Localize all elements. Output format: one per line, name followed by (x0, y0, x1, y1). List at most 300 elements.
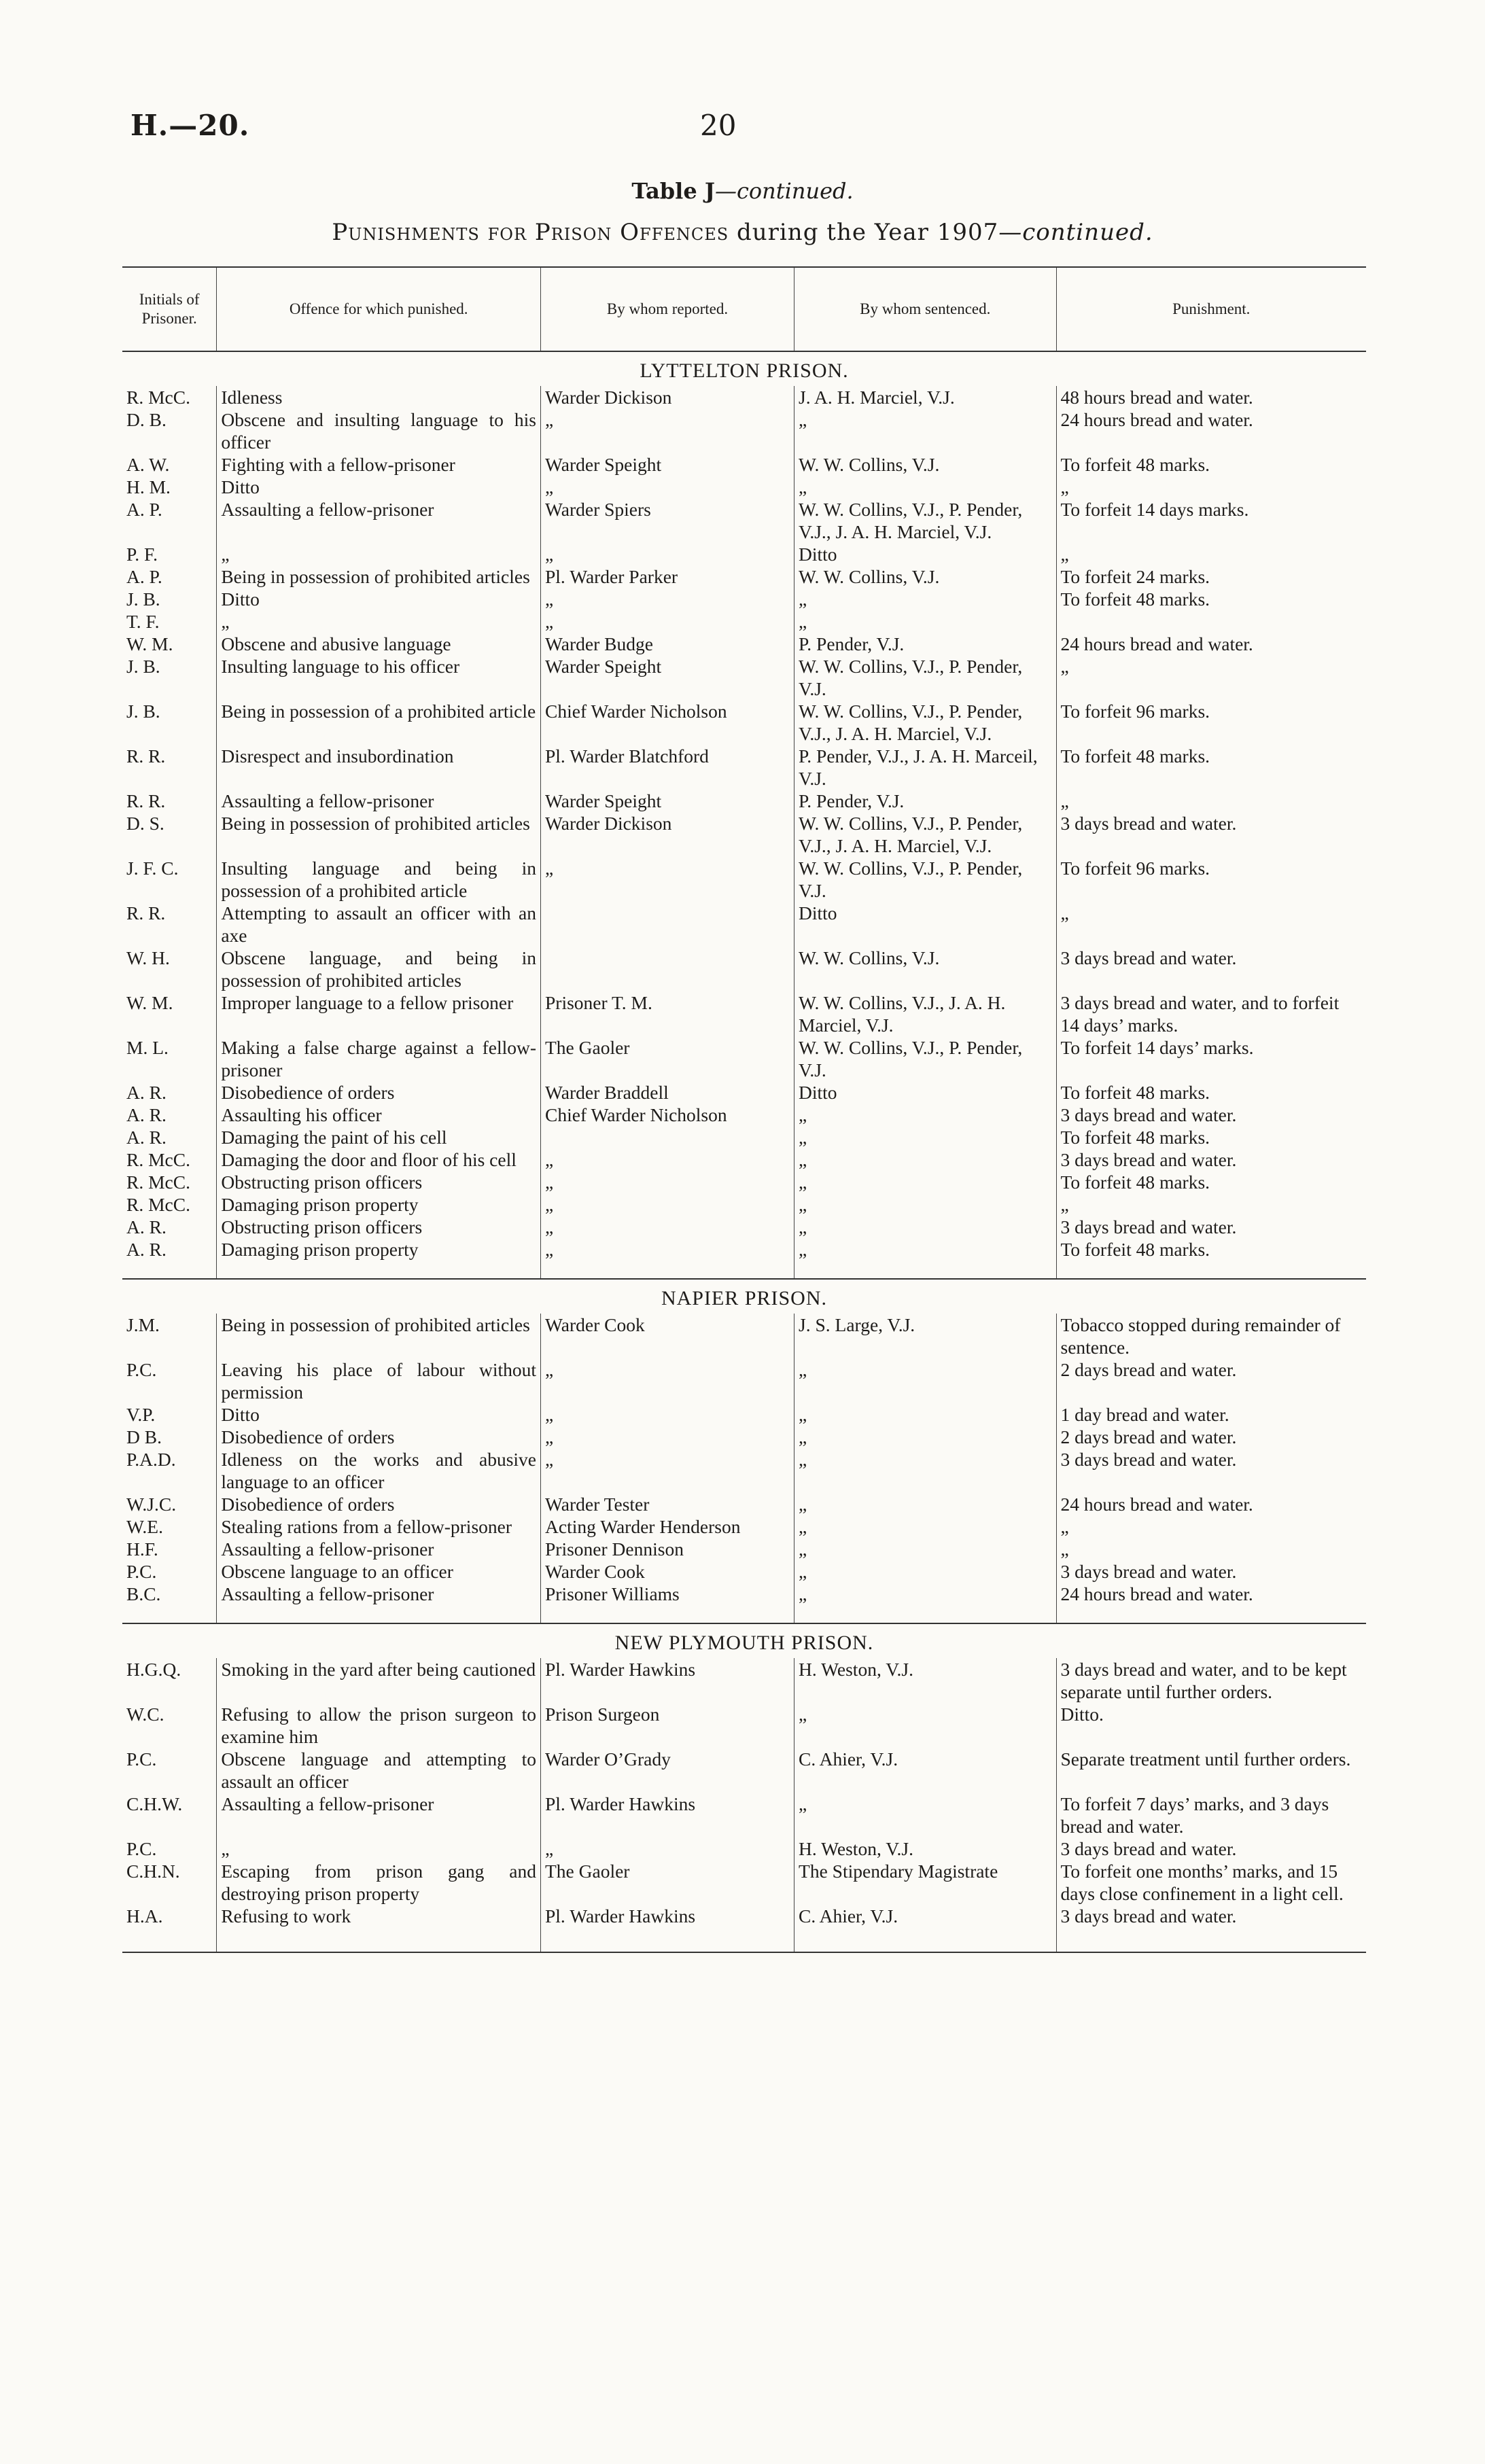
offence-cell: Leaving his place of labour without permission (217, 1358, 541, 1403)
sentenced-by-cell: W. W. Collins, V.J., P. Pender, V.J. (794, 857, 1056, 902)
table-row (122, 1403, 1366, 1426)
reported-by-cell: „ (541, 1448, 794, 1493)
punishment-cell: 48 hours bread and water. (1056, 386, 1366, 408)
sentenced-by-cell: W. W. Collins, V.J. (794, 565, 1056, 588)
reported-by-cell: Pl. Warder Hawkins (541, 1658, 794, 1703)
punishment-cell: 1 day bread and water. (1056, 1403, 1366, 1426)
sentenced-by-cell: J. S. Large, V.J. (794, 1314, 1056, 1358)
punishment-cell: 3 days bread and water, and to be kept separate until further orders. (1056, 1658, 1366, 1703)
punishment-cell: To forfeit 48 marks. (1056, 1081, 1366, 1104)
punishment-cell: Separate treatment until further orders. (1056, 1748, 1366, 1793)
divider-cell (794, 1927, 1056, 1952)
sentenced-by-cell: Ditto (794, 1081, 1056, 1104)
sentenced-by-cell: „ (794, 1126, 1056, 1148)
offence-cell: Ditto (217, 1403, 541, 1426)
column-header-row (122, 267, 1366, 351)
punishment-cell: To forfeit 24 marks. (1056, 565, 1366, 588)
punishment-cell: „ (1056, 790, 1366, 812)
table-row (122, 745, 1366, 790)
reported-by-cell: „ (541, 408, 794, 453)
reported-by-cell: Warder Budge (541, 633, 794, 655)
page-number: 20 (700, 109, 737, 142)
offence-cell: Assaulting a fellow-prisoner (217, 790, 541, 812)
punishment-cell: 24 hours bread and water. (1056, 408, 1366, 453)
punishment-cell: „ (1056, 1515, 1366, 1538)
initials-cell: D B. (126, 1426, 162, 1447)
table-row (122, 565, 1366, 588)
table-row (122, 543, 1366, 565)
table-row (122, 588, 1366, 610)
initials-cell: R. R. (126, 790, 166, 811)
offence-cell: Disobedience of orders (217, 1426, 541, 1448)
offence-cell: Assaulting a fellow-prisoner (217, 1538, 541, 1560)
subtitle-middle: during the Year 1907 (737, 219, 999, 246)
initials-cell: W.E. (126, 1516, 163, 1537)
col-header-reported: By whom reported. (541, 267, 794, 351)
reported-by-cell: Acting Warder Henderson (541, 1515, 794, 1538)
offence-cell: Assaulting a fellow-prisoner (217, 498, 541, 543)
initials-cell: H.A. (126, 1905, 163, 1926)
divider-cell (794, 1261, 1056, 1279)
initials-cell: A. R. (126, 1104, 167, 1125)
punishments-table (122, 266, 1366, 1953)
section-divider (122, 1605, 1366, 1623)
sentenced-by-cell: „ (794, 1493, 1056, 1515)
offence-cell: Obstructing prison officers (217, 1171, 541, 1193)
sentenced-by-cell: W. W. Collins, V.J., P. Pender, V.J., J. A. H. Marciel, V.J. (794, 812, 1056, 857)
offence-cell: Obscene and insulting language to his officer (217, 408, 541, 453)
punishment-cell: To forfeit 48 marks. (1056, 1126, 1366, 1148)
table-row (122, 1081, 1366, 1104)
sentenced-by-cell: W. W. Collins, V.J. (794, 453, 1056, 476)
table-subtitle (0, 219, 1485, 246)
punishment-cell: To forfeit 48 marks. (1056, 1238, 1366, 1261)
punishment-cell: To forfeit 7 days’ marks, and 3 days bread and water. (1056, 1793, 1366, 1837)
initials-cell: A. R. (126, 1127, 167, 1148)
offence-cell: Refusing to allow the prison surgeon to examine him (217, 1703, 541, 1748)
document-reference: H.—20. (130, 109, 250, 142)
punishment-cell: „ (1056, 476, 1366, 498)
offence-cell: Fighting with a fellow-prisoner (217, 453, 541, 476)
initials-cell: P. F. (126, 544, 158, 565)
offence-cell: Obscene and abusive language (217, 633, 541, 655)
table-row (122, 1358, 1366, 1403)
section-header-row (122, 1623, 1366, 1658)
sentenced-by-cell: P. Pender, V.J., J. A. H. Marceil, V.J. (794, 745, 1056, 790)
offence-cell: Making a false charge against a fellow-prisoner (217, 1036, 541, 1081)
table-row (122, 1216, 1366, 1238)
offence-cell: Idleness on the works and abusive language to an officer (217, 1448, 541, 1493)
initials-cell: R. McC. (126, 387, 190, 408)
sentenced-by-cell: „ (794, 1171, 1056, 1193)
initials-cell: P.C. (126, 1359, 157, 1380)
table-row (122, 857, 1366, 902)
sentenced-by-cell: „ (794, 1426, 1056, 1448)
punishment-cell: To forfeit 48 marks. (1056, 588, 1366, 610)
offence-cell: Being in possession of prohibited articles (217, 812, 541, 857)
subtitle-prefix: Punishments for Prison Offences (332, 219, 729, 246)
punishment-cell (1056, 610, 1366, 633)
reported-by-cell: „ (541, 610, 794, 633)
initials-cell: H. M. (126, 476, 171, 497)
punishment-cell: To forfeit 48 marks. (1056, 453, 1366, 476)
sentenced-by-cell: „ (794, 1515, 1056, 1538)
reported-by-cell: Pl. Warder Hawkins (541, 1905, 794, 1927)
offence-cell: Damaging the door and floor of his cell (217, 1148, 541, 1171)
divider-cell (1056, 1261, 1366, 1279)
table-row (122, 1036, 1366, 1081)
punishment-cell: 24 hours bread and water. (1056, 633, 1366, 655)
reported-by-cell: Warder Dickison (541, 812, 794, 857)
section-divider (122, 1927, 1366, 1952)
initials-cell: P.A.D. (126, 1449, 176, 1470)
initials-cell: P.C. (126, 1838, 157, 1859)
initials-cell: W.J.C. (126, 1494, 177, 1515)
sentenced-by-cell: W. W. Collins, V.J., P. Pender, V.J. (794, 655, 1056, 700)
offence-cell: Escaping from prison gang and destroying prison property (217, 1860, 541, 1905)
reported-by-cell: Prisoner Dennison (541, 1538, 794, 1560)
table-row (122, 1703, 1366, 1748)
reported-by-cell (541, 902, 794, 947)
reported-by-cell: „ (541, 1837, 794, 1860)
offence-cell: Disrespect and insubordination (217, 745, 541, 790)
table-row (122, 812, 1366, 857)
offence-cell: Disobedience of orders (217, 1081, 541, 1104)
initials-cell: P.C. (126, 1561, 157, 1582)
sentenced-by-cell: „ (794, 1358, 1056, 1403)
offence-cell: Assaulting a fellow-prisoner (217, 1793, 541, 1837)
table-row (122, 1658, 1366, 1703)
offence-cell: Improper language to a fellow prisoner (217, 991, 541, 1036)
punishment-cell: To forfeit 96 marks. (1056, 857, 1366, 902)
sentenced-by-cell: The Stipendary Magistrate (794, 1860, 1056, 1905)
table-row (122, 1493, 1366, 1515)
initials-cell: A. W. (126, 454, 170, 475)
divider-cell (1056, 1927, 1366, 1952)
table-row (122, 991, 1366, 1036)
offence-cell: „ (217, 543, 541, 565)
table-row (122, 790, 1366, 812)
reported-by-cell: „ (541, 476, 794, 498)
offence-cell: Being in possession of prohibited articles (217, 565, 541, 588)
reported-by-cell: „ (541, 1171, 794, 1193)
section-header-row (122, 1279, 1366, 1314)
punishment-cell: 3 days bread and water. (1056, 1448, 1366, 1493)
initials-cell: J.M. (126, 1314, 160, 1335)
punishment-cell: „ (1056, 1538, 1366, 1560)
reported-by-cell: „ (541, 1426, 794, 1448)
table-row (122, 633, 1366, 655)
divider-cell (217, 1927, 541, 1952)
table-row (122, 1905, 1366, 1927)
reported-by-cell: Warder Speight (541, 790, 794, 812)
table-row (122, 947, 1366, 991)
sentenced-by-cell: „ (794, 476, 1056, 498)
sentenced-by-cell: P. Pender, V.J. (794, 790, 1056, 812)
initials-cell: R. R. (126, 745, 166, 767)
table-row (122, 476, 1366, 498)
section-header-row (122, 351, 1366, 386)
sentenced-by-cell: „ (794, 1104, 1056, 1126)
sentenced-by-cell: W. W. Collins, V.J., J. A. H. Marciel, V.J. (794, 991, 1056, 1036)
initials-cell: A. R. (126, 1082, 167, 1103)
reported-by-cell: „ (541, 1403, 794, 1426)
initials-cell: J. F. C. (126, 858, 179, 879)
sentenced-by-cell: C. Ahier, V.J. (794, 1748, 1056, 1793)
reported-by-cell: „ (541, 1358, 794, 1403)
table-row (122, 1126, 1366, 1148)
sentenced-by-cell: P. Pender, V.J. (794, 633, 1056, 655)
table-row (122, 1448, 1366, 1493)
offence-cell: Attempting to assault an officer with an axe (217, 902, 541, 947)
reported-by-cell: „ (541, 857, 794, 902)
reported-by-cell (541, 947, 794, 991)
offence-cell: Insulting language and being in possession of a prohibited article (217, 857, 541, 902)
table-row (122, 453, 1366, 476)
table-label-suffix: —continued. (714, 178, 854, 204)
table-row (122, 1793, 1366, 1837)
reported-by-cell: „ (541, 1193, 794, 1216)
sentenced-by-cell: W. W. Collins, V.J., P. Pender, V.J., J. A. H. Marciel, V.J. (794, 700, 1056, 745)
reported-by-cell: Pl. Warder Parker (541, 565, 794, 588)
initials-cell: W. M. (126, 992, 173, 1013)
initials-cell: J. B. (126, 701, 160, 722)
section-title: NAPIER PRISON. (661, 1287, 828, 1309)
divider-cell (217, 1605, 541, 1623)
table-row (122, 700, 1366, 745)
punishment-cell: Ditto. (1056, 1703, 1366, 1748)
table-row (122, 1426, 1366, 1448)
offence-cell: Obscene language to an officer (217, 1560, 541, 1583)
initials-cell: J. B. (126, 656, 160, 677)
table-row (122, 1104, 1366, 1126)
sentenced-by-cell: „ (794, 1148, 1056, 1171)
initials-cell: J. B. (126, 588, 160, 610)
sentenced-by-cell: „ (794, 1238, 1056, 1261)
table-row (122, 902, 1366, 947)
reported-by-cell: The Gaoler (541, 1036, 794, 1081)
table-row (122, 1148, 1366, 1171)
reported-by-cell: „ (541, 1238, 794, 1261)
col-header-initials: Initials of Prisoner. (122, 267, 217, 351)
table-title (0, 178, 1485, 204)
reported-by-cell (541, 1126, 794, 1148)
divider-cell (1056, 1605, 1366, 1623)
initials-cell: D. B. (126, 409, 167, 430)
reported-by-cell: Warder Spiers (541, 498, 794, 543)
sentenced-by-cell: Ditto (794, 902, 1056, 947)
reported-by-cell: „ (541, 543, 794, 565)
reported-by-cell: Pl. Warder Hawkins (541, 1793, 794, 1837)
punishment-cell: 24 hours bread and water. (1056, 1583, 1366, 1605)
initials-cell: R. McC. (126, 1194, 190, 1215)
initials-cell: R. McC. (126, 1172, 190, 1193)
offence-cell: Stealing rations from a fellow-prisoner (217, 1515, 541, 1538)
offence-cell: Refusing to work (217, 1905, 541, 1927)
table-row (122, 1193, 1366, 1216)
initials-cell: D. S. (126, 813, 164, 834)
offence-cell: Smoking in the yard after being cautioned (217, 1658, 541, 1703)
subtitle-suffix: —continued. (998, 219, 1153, 246)
punishment-cell: 3 days bread and water. (1056, 1905, 1366, 1927)
offence-cell: Assaulting his officer (217, 1104, 541, 1126)
offence-cell: Damaging prison property (217, 1238, 541, 1261)
initials-cell: C.H.W. (126, 1793, 183, 1814)
reported-by-cell: Pl. Warder Blatchford (541, 745, 794, 790)
divider-cell (122, 1927, 217, 1952)
offence-cell: Obstructing prison officers (217, 1216, 541, 1238)
punishment-cell: 3 days bread and water, and to forfeit 14 days’ marks. (1056, 991, 1366, 1036)
table-row (122, 1314, 1366, 1358)
divider-cell (541, 1261, 794, 1279)
reported-by-cell: Prisoner T. M. (541, 991, 794, 1036)
sentenced-by-cell: „ (794, 1538, 1056, 1560)
table-row (122, 1538, 1366, 1560)
offence-cell: Assaulting a fellow-prisoner (217, 1583, 541, 1605)
table-row (122, 610, 1366, 633)
sentenced-by-cell: „ (794, 588, 1056, 610)
punishment-cell: To forfeit one months’ marks, and 15 days close confinement in a light cell. (1056, 1860, 1366, 1905)
offence-cell: Obscene language, and being in possession of prohibited articles (217, 947, 541, 991)
initials-cell: W. M. (126, 633, 173, 654)
divider-cell (122, 1261, 217, 1279)
reported-by-cell: Prison Surgeon (541, 1703, 794, 1748)
sentenced-by-cell: „ (794, 1448, 1056, 1493)
reported-by-cell: Warder Dickison (541, 386, 794, 408)
divider-cell (541, 1927, 794, 1952)
offence-cell: „ (217, 610, 541, 633)
initials-cell: P.C. (126, 1748, 157, 1770)
sentenced-by-cell: Ditto (794, 543, 1056, 565)
reported-by-cell: Warder Cook (541, 1314, 794, 1358)
table-row (122, 1560, 1366, 1583)
sentenced-by-cell: W. W. Collins, V.J. (794, 947, 1056, 991)
initials-cell: R. R. (126, 902, 166, 923)
reported-by-cell: Warder Braddell (541, 1081, 794, 1104)
initials-cell: H.F. (126, 1538, 158, 1560)
offence-cell: Ditto (217, 476, 541, 498)
table-row (122, 1837, 1366, 1860)
table-row (122, 1860, 1366, 1905)
offence-cell: Being in possession of a prohibited article (217, 700, 541, 745)
punishment-cell: To forfeit 48 marks. (1056, 745, 1366, 790)
offence-cell: Disobedience of orders (217, 1493, 541, 1515)
punishment-cell: „ (1056, 543, 1366, 565)
reported-by-cell: Warder Cook (541, 1560, 794, 1583)
sentenced-by-cell: C. Ahier, V.J. (794, 1905, 1056, 1927)
punishment-cell: 24 hours bread and water. (1056, 1493, 1366, 1515)
reported-by-cell: Warder Speight (541, 453, 794, 476)
sentenced-by-cell: H. Weston, V.J. (794, 1658, 1056, 1703)
reported-by-cell: „ (541, 588, 794, 610)
section-title: LYTTELTON PRISON. (640, 359, 849, 382)
punishment-cell: „ (1056, 902, 1366, 947)
initials-cell: R. McC. (126, 1149, 190, 1170)
sentenced-by-cell: H. Weston, V.J. (794, 1837, 1056, 1860)
divider-cell (122, 1605, 217, 1623)
col-header-sentenced: By whom sentenced. (794, 267, 1056, 351)
reported-by-cell: Chief Warder Nicholson (541, 1104, 794, 1126)
punishment-cell: 3 days bread and water. (1056, 1560, 1366, 1583)
punishment-cell: 2 days bread and water. (1056, 1426, 1366, 1448)
offence-cell: Ditto (217, 588, 541, 610)
initials-cell: W. H. (126, 947, 170, 968)
table-row (122, 1515, 1366, 1538)
sentenced-by-cell: „ (794, 1793, 1056, 1837)
sentenced-by-cell: W. W. Collins, V.J., P. Pender, V.J., J. A. H. Marciel, V.J. (794, 498, 1056, 543)
offence-cell: Being in possession of prohibited articles (217, 1314, 541, 1358)
offence-cell: Insulting language to his officer (217, 655, 541, 700)
sentenced-by-cell: J. A. H. Marciel, V.J. (794, 386, 1056, 408)
reported-by-cell: „ (541, 1148, 794, 1171)
punishment-cell: To forfeit 14 days’ marks. (1056, 1036, 1366, 1081)
punishment-cell: 3 days bread and water. (1056, 1104, 1366, 1126)
initials-cell: A. R. (126, 1239, 167, 1260)
offence-cell: „ (217, 1837, 541, 1860)
col-header-offence: Offence for which punished. (217, 267, 541, 351)
punishment-cell: 3 days bread and water. (1056, 947, 1366, 991)
table-row (122, 1171, 1366, 1193)
initials-cell: B.C. (126, 1583, 161, 1604)
initials-cell: H.G.Q. (126, 1659, 181, 1680)
punishment-cell: Tobacco stopped during remainder of sentence. (1056, 1314, 1366, 1358)
table-label: Table J (631, 178, 715, 204)
reported-by-cell: Chief Warder Nicholson (541, 700, 794, 745)
punishment-cell: 3 days bread and water. (1056, 812, 1366, 857)
table-row (122, 1748, 1366, 1793)
col-header-punishment: Punishment. (1056, 267, 1366, 351)
sentenced-by-cell: „ (794, 1403, 1056, 1426)
divider-cell (794, 1605, 1056, 1623)
offence-cell: Damaging prison property (217, 1193, 541, 1216)
table-row (122, 1583, 1366, 1605)
sentenced-by-cell: „ (794, 1583, 1056, 1605)
punishment-cell: 3 days bread and water. (1056, 1216, 1366, 1238)
reported-by-cell: Warder O’Grady (541, 1748, 794, 1793)
section-divider (122, 1261, 1366, 1279)
sentenced-by-cell: „ (794, 1560, 1056, 1583)
punishment-cell: „ (1056, 1193, 1366, 1216)
table-row (122, 498, 1366, 543)
punishment-cell: To forfeit 96 marks. (1056, 700, 1366, 745)
reported-by-cell: Warder Tester (541, 1493, 794, 1515)
reported-by-cell: The Gaoler (541, 1860, 794, 1905)
section-title: NEW PLYMOUTH PRISON. (614, 1632, 874, 1654)
divider-cell (217, 1261, 541, 1279)
sentenced-by-cell: „ (794, 1703, 1056, 1748)
initials-cell: C.H.N. (126, 1861, 180, 1882)
sentenced-by-cell: „ (794, 408, 1056, 453)
table-row (122, 386, 1366, 408)
initials-cell: W.C. (126, 1704, 164, 1725)
offence-cell: Idleness (217, 386, 541, 408)
initials-cell: A. R. (126, 1216, 167, 1237)
sentenced-by-cell: „ (794, 1193, 1056, 1216)
punishment-cell: 3 days bread and water. (1056, 1148, 1366, 1171)
initials-cell: A. P. (126, 499, 162, 520)
punishment-cell: 2 days bread and water. (1056, 1358, 1366, 1403)
reported-by-cell: Warder Speight (541, 655, 794, 700)
punishment-cell: 3 days bread and water. (1056, 1837, 1366, 1860)
reported-by-cell: Prisoner Williams (541, 1583, 794, 1605)
table-row (122, 655, 1366, 700)
initials-cell: A. P. (126, 566, 162, 587)
reported-by-cell: „ (541, 1216, 794, 1238)
table-row (122, 1238, 1366, 1261)
punishment-cell: To forfeit 14 days marks. (1056, 498, 1366, 543)
sentenced-by-cell: W. W. Collins, V.J., P. Pender, V.J. (794, 1036, 1056, 1081)
sentenced-by-cell: „ (794, 610, 1056, 633)
